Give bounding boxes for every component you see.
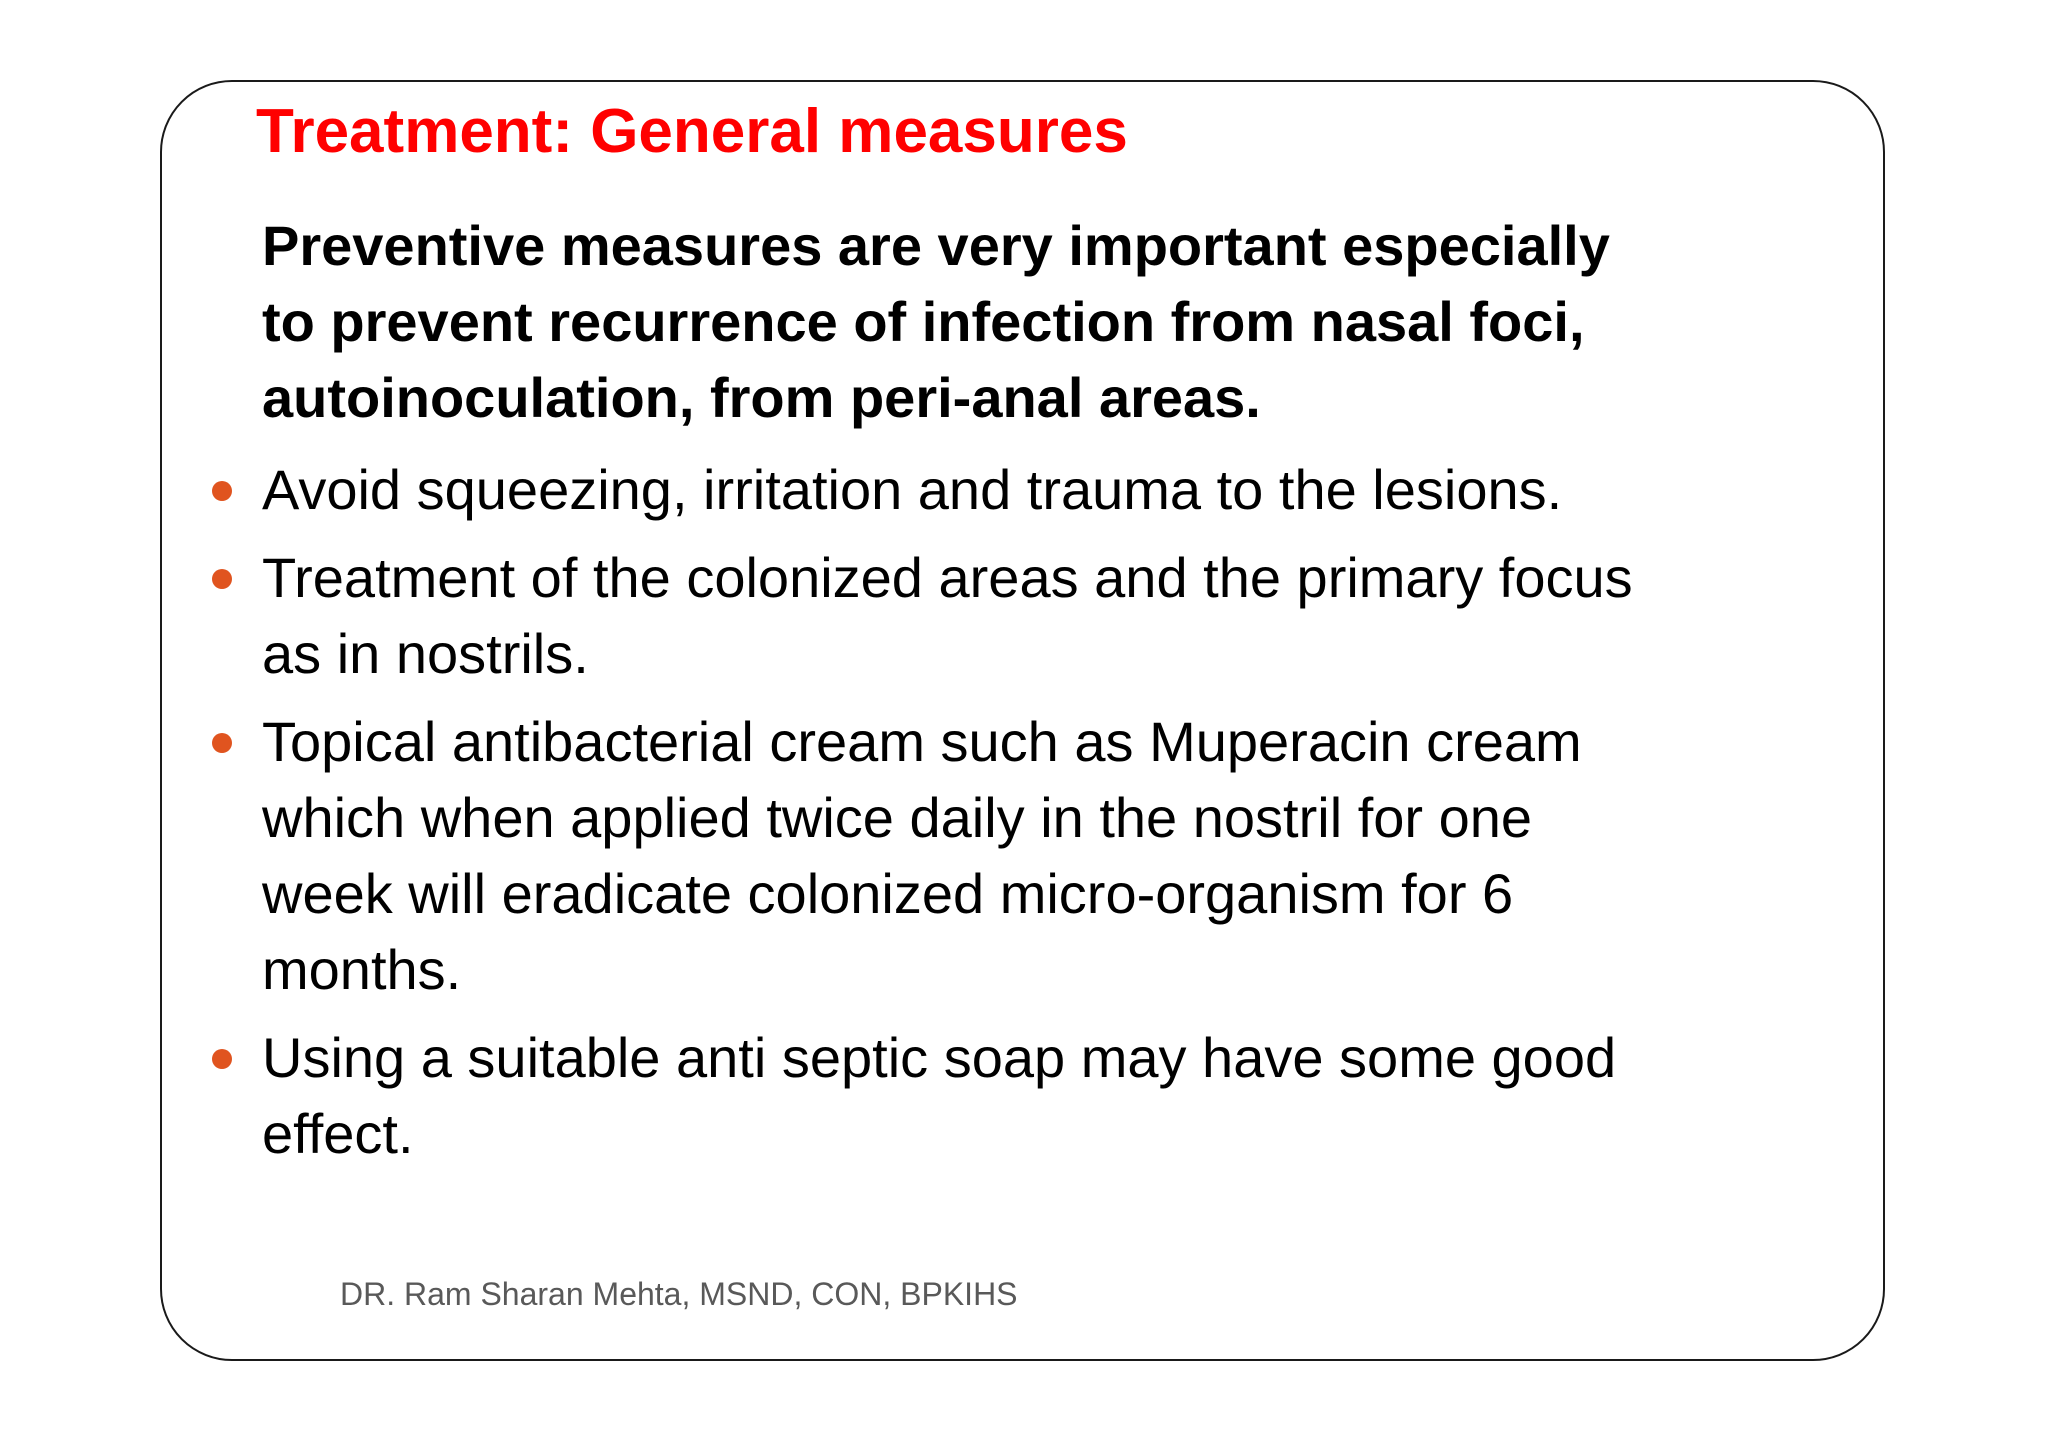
bullet-list <box>262 452 1882 1184</box>
bullet-line: as in nostrils. <box>262 622 589 685</box>
intro-line: Preventive measures are very important especially <box>262 214 1610 277</box>
bullet-dot-icon <box>212 481 232 501</box>
bullet-line: week will eradicate colonized micro-organism for 6 <box>262 862 1514 925</box>
bullet-line: Avoid squeezing, irritation and trauma to the lesions. <box>262 458 1563 521</box>
bullet-line: Topical antibacterial cream such as Muperacin cream <box>262 710 1582 773</box>
bullet-item <box>262 1020 1882 1172</box>
slide-footer: DR. Ram Sharan Mehta, MSND, CON, BPKIHS <box>340 1276 1018 1312</box>
bullet-line: Treatment of the colonized areas and the primary focus <box>262 546 1633 609</box>
bullet-line: Using a suitable anti septic soap may have some good <box>262 1026 1617 1089</box>
bullet-item <box>262 540 1882 692</box>
bullet-dot-icon <box>212 733 232 753</box>
bullet-item <box>262 704 1882 1008</box>
intro-line: to prevent recurrence of infection from nasal foci, <box>262 290 1585 353</box>
bullet-dot-icon <box>212 1049 232 1069</box>
bullet-dot-icon <box>212 569 232 589</box>
bullet-line: months. <box>262 938 462 1001</box>
intro-line: autoinoculation, from peri-anal areas. <box>262 366 1261 429</box>
bullet-line: effect. <box>262 1102 414 1165</box>
intro-paragraph <box>262 208 1862 436</box>
bullet-line: which when applied twice daily in the nostril for one <box>262 786 1533 849</box>
bullet-item <box>262 452 1882 528</box>
slide-title: Treatment: General measures <box>256 97 1128 166</box>
